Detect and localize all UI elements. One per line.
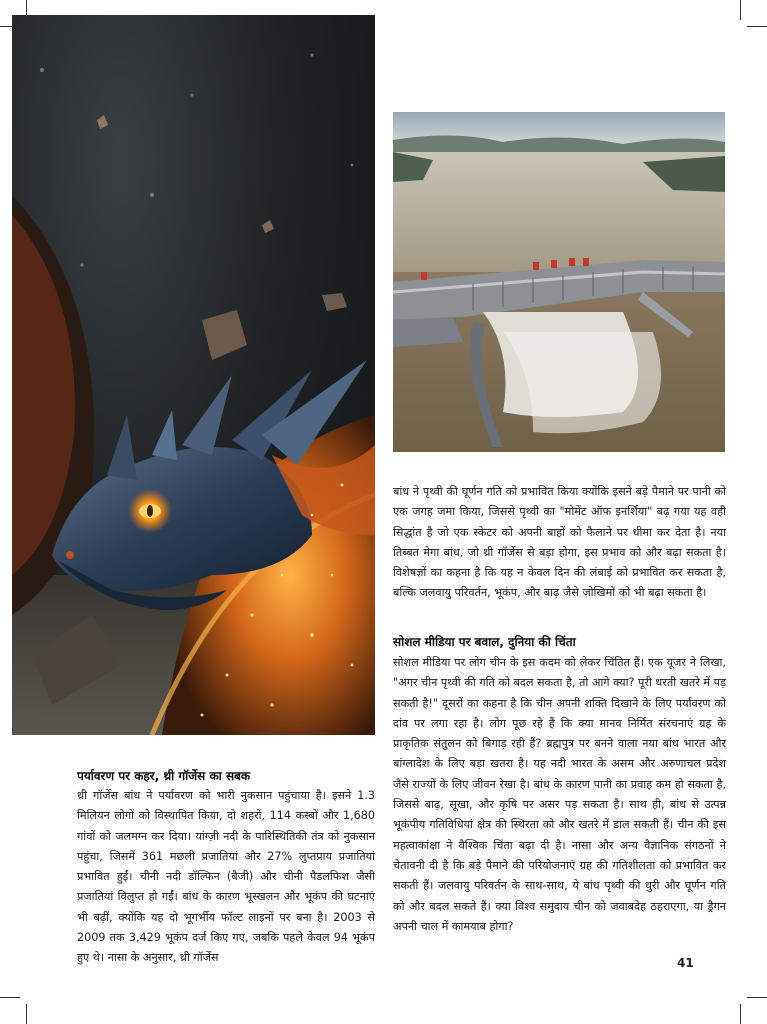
left-section-text: थ्री गॉर्जेस बांध ने पर्यावरण को भारी नुकसान पहुंचाया है। इसने 1.3 मिलियन लोगों को विस्थापित किया, दो शहरों, 114 कस्बों और 1,680 गांवों को जलमग्न कर दिया। यांग्ज़ी नदी के पारिस्थितिकी तंत्र को नुकसान पहुंचा, जिसमें 361 मछली प्रजातियां और 27% लुप्तप्राय प्रजातियां प्रभावित हुईं। चीनी नदी डॉल्फिन (बैजी) और चीनी पैडलफिश जैसी प्रजातियां विलुप्त हो गईं। बांध के कारण भूस्खलन और भूकंप की घटनाएं भी बढ़ीं, क्योंकि यह दो भूगर्भीय फॉल्ट लाइनों पर बना है। 2003 से 2009 तक 3,429 भूकंप दर्ज किए गए, जबकि पहले केवल 94 भूकंप हुए थे। नासा के अनुसार, थ्री गॉर्जेस (77, 789, 375, 965)
right-intro-paragraph (393, 482, 726, 604)
dragon-illustration (12, 15, 375, 735)
right-section-heading: सोशल मीडिया पर बवाल, दुनिया की चिंता (393, 635, 576, 649)
crop-mark-bottom-left-v (26, 1004, 27, 1024)
right-section-text: सोशल मीडिया पर लोग चीन के इस कदम को लेकर चिंतित हैं। एक यूजर ने लिखा, "अगर चीन पृथ्वी की गति को बदल सकता है, तो आगे क्या? पूरी धरती खतरे में पड़ सकती है!" दूसरों का कहना है कि चीन अपनी शक्ति दिखाने के लिए पर्यावरण को दांव पर लगा रहा है। लोग पूछ रहे हैं कि क्या मानव निर्मित संरचनाएं ग्रह के प्राकृतिक संतुलन को बिगाड़ रही हैं? ब्रह्मपुत्र पर बनने वाला नया बांध भारत और बांग्लादेश के लिए बड़ा खतरा है। यह नदी भारत के असम और अरुणाचल प्रदेश जैसे राज्यों के लिए जीवन रेखा है। बांध के कारण पानी का प्रवाह कम हो सकता है, जिससे बाढ़, सूखा, और कृषि पर असर पड़ सकता है। साथ ही, बांध से उत्पन्न भूकंपीय गतिविधियां क्षेत्र की स्थिरता को और खतरे में डाल सकती हैं। चीन की इस महत्वाकांक्षा ने वैश्विक चिंता बढ़ा दी है। नासा और अन्य वैज्ञानिक संगठनों ने चेतावनी दी है कि बड़े पैमाने की परियोजनाएं ग्रह की गतिशीलता को प्रभावित कर सकती हैं। जलवायु परिवर्तन के साथ-साथ, ये बांध पृथ्वी की धुरी और घूर्णन गति को और बदल सकते हैं। क्या विश्व समुदाय चीन को जवाबदेह ठहराएगा, या ड्रैगन अपनी चाल में कामयाब होगा? (393, 656, 726, 933)
crop-mark-top-right-v (740, 0, 741, 20)
right-section-paragraph (393, 653, 726, 937)
dam-aerial-photo (393, 112, 725, 452)
left-section-heading: पर्यावरण पर कहर, थ्री गॉर्जेस का सबक (77, 769, 251, 783)
crop-mark-top-right-h (747, 26, 767, 27)
crop-mark-bottom-left-h (0, 997, 20, 998)
crop-mark-bottom-right-v (740, 1004, 741, 1024)
right-intro-text: बांध ने पृथ्वी की घूर्णन गति को प्रभावित किया क्योंकि इसने बड़े पैमाने पर पानी को एक जगह जमा किया, जिससे पृथ्वी का "मोमेंट ऑफ इनर्शिया" बढ़ गया यह वही सिद्धांत है जो एक स्केटर को अपनी बाहों को फैलाने पर धीमा कर देता है। नया तिब्बत मेगा बांध, जो थ्री गॉर्जेस से बड़ा होगा, इस प्रभाव को और बढ़ा सकता है। विशेषज्ञों का कहना है कि यह न केवल दिन की लंबाई को प्रभावित कर सकता है, बल्कि जलवायु परिवर्तन, भूकंप, और बाढ़ जैसे जोखिमों को भी बढ़ा सकता है। (393, 485, 726, 600)
crop-mark-bottom-right-h (747, 997, 767, 998)
left-section-paragraph (77, 786, 375, 969)
page-number: 41 (677, 956, 694, 970)
